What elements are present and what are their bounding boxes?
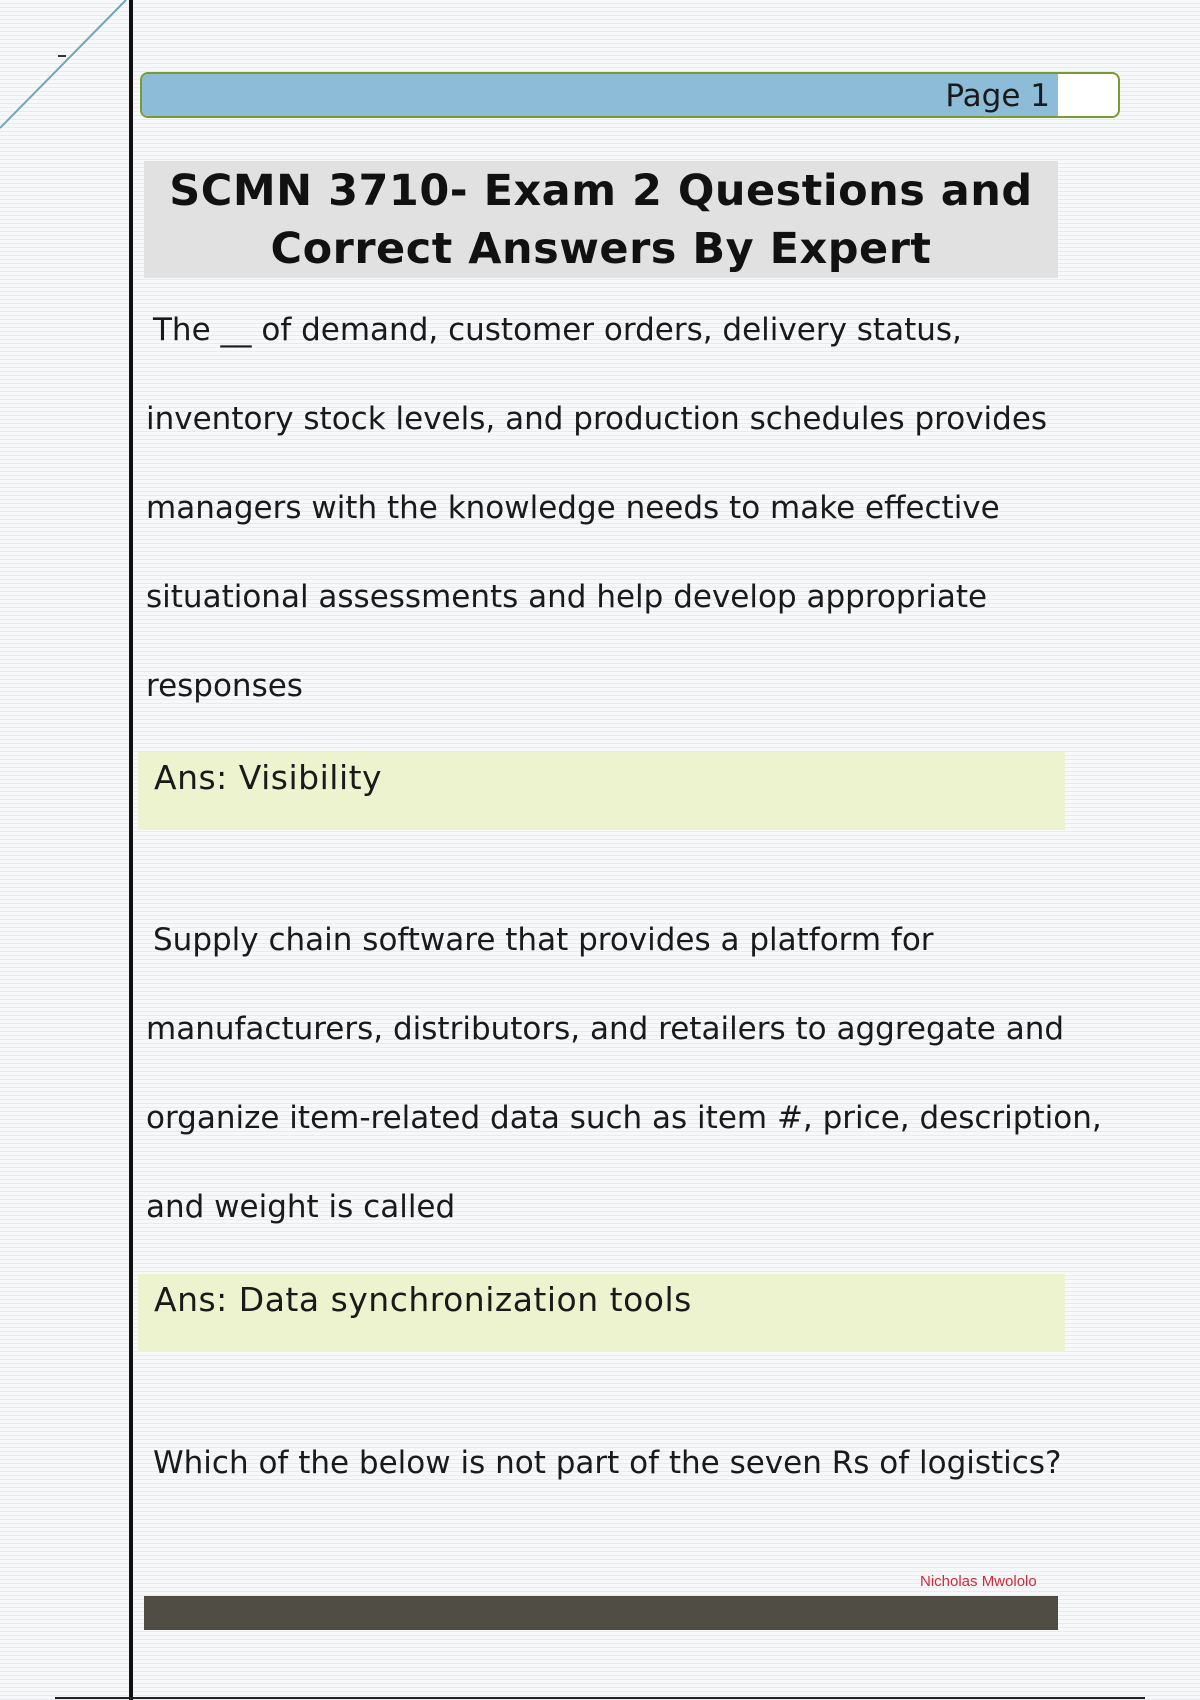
answer-text: Ans: Data synchronization tools	[154, 1280, 692, 1319]
question-line: situational assessments and help develop appropriate	[146, 579, 988, 615]
question-line: inventory stock levels, and production schedules provides	[146, 401, 1048, 437]
page-corner-fold	[0, 0, 130, 130]
question-line: organize item-related data such as item #, price, description,	[146, 1100, 1102, 1136]
question-2	[146, 896, 1106, 1252]
question-line: and weight is called	[146, 1189, 456, 1225]
document-title	[169, 162, 1032, 278]
answer-text: Ans: Visibility	[154, 758, 383, 797]
footer-bar	[144, 1596, 1058, 1630]
question-1	[146, 286, 1106, 731]
bottom-rule	[55, 1697, 1145, 1699]
question-line: manufacturers, distributors, and retailers to aggregate and	[146, 1011, 1065, 1047]
title-box	[144, 161, 1058, 278]
page-number: Page 1	[945, 78, 1050, 114]
question-line: managers with the knowledge needs to make effective	[146, 490, 1000, 526]
question-line: The __ of demand, customer orders, delivery status,	[153, 312, 962, 348]
author-name: Nicholas Mwololo	[920, 1573, 1037, 1590]
question-line: responses	[146, 668, 303, 704]
answer-box-2	[138, 1274, 1065, 1352]
page-header-fill	[142, 74, 1058, 116]
page-header-bar	[140, 72, 1120, 118]
question-line: Supply chain software that provides a platform for	[153, 922, 934, 958]
document-title-line-1: SCMN 3710- Exam 2 Questions and	[169, 165, 1033, 216]
left-margin-line	[129, 0, 133, 1700]
document-title-line-2: Correct Answers By Expert	[270, 223, 932, 274]
question-line: Which of the below is not part of the seven Rs of logistics?	[153, 1445, 1062, 1481]
question-3	[146, 1419, 1106, 1508]
answer-box-1	[138, 752, 1065, 830]
